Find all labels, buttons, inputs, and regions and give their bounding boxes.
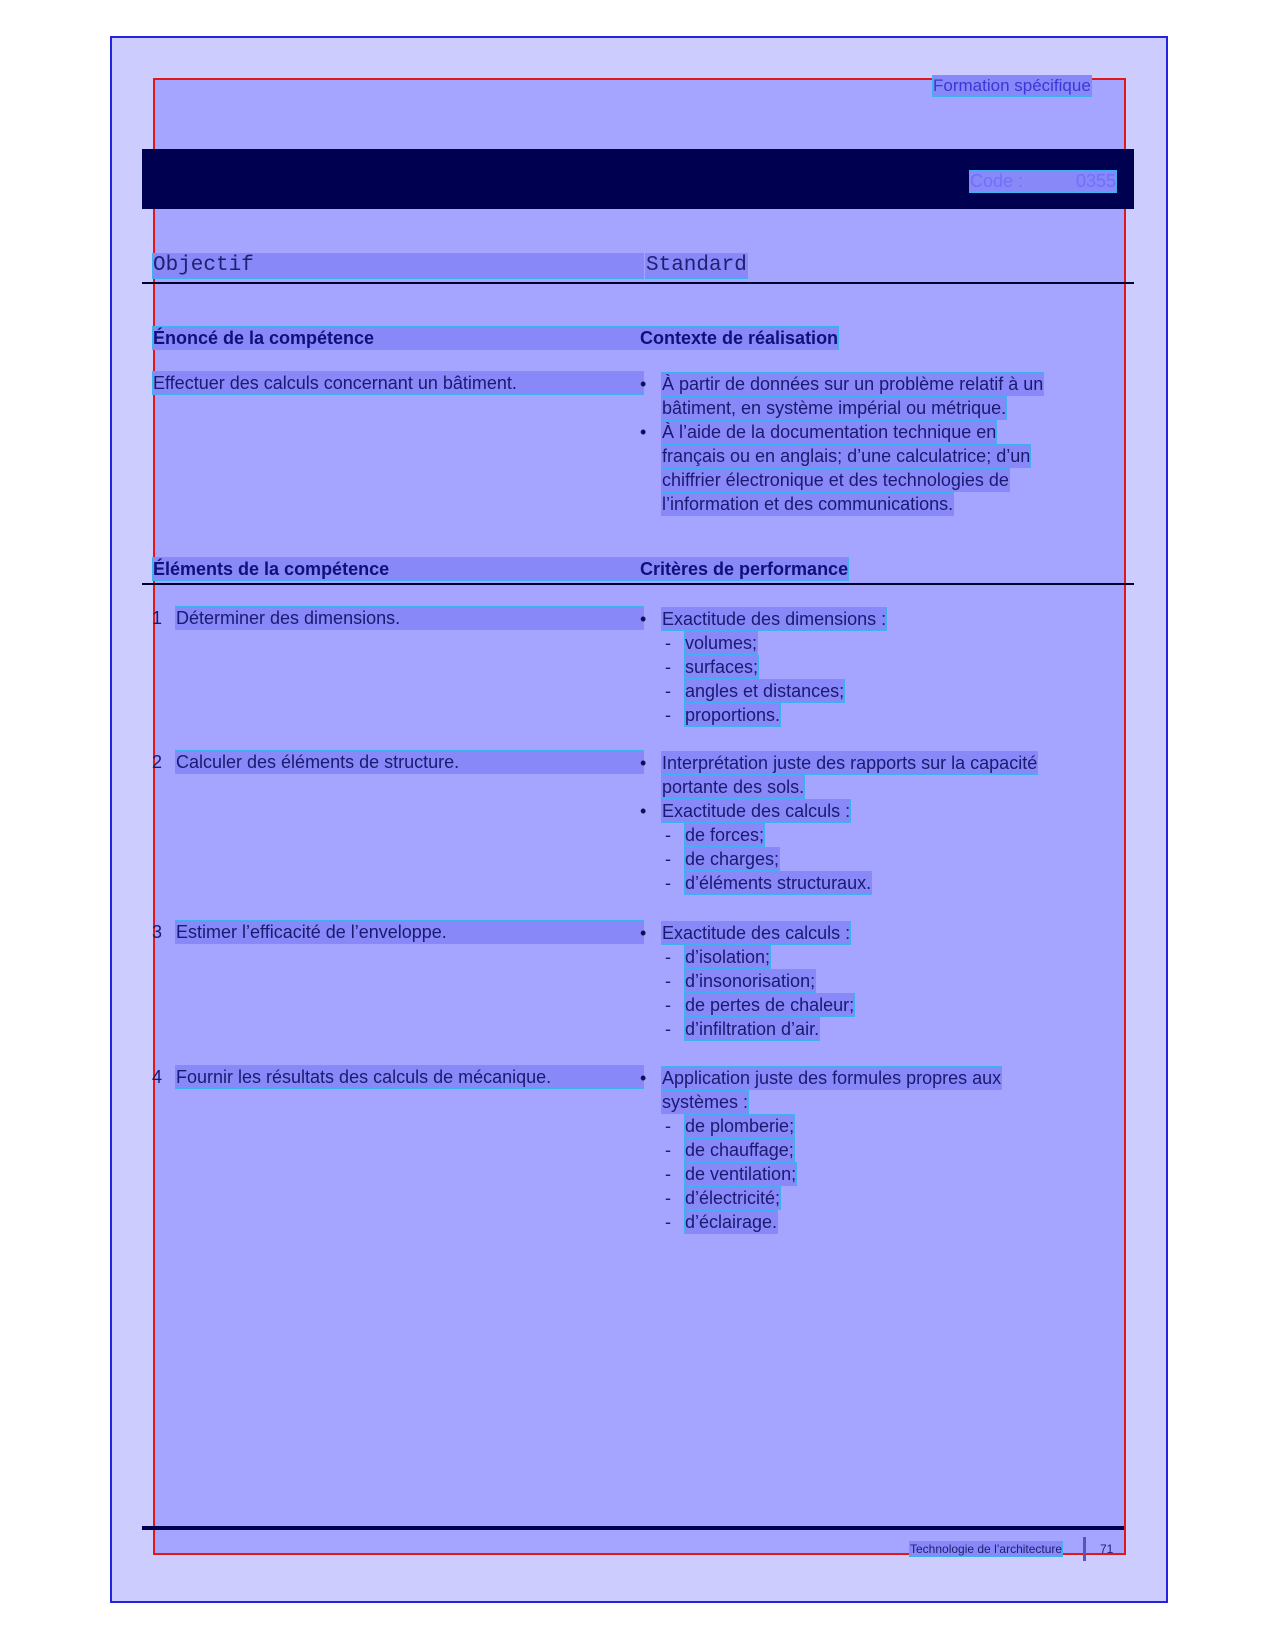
contexte-line: À l’aide de la documentation technique en: [662, 422, 997, 442]
elements-heading: Éléments de la compétence: [153, 558, 643, 580]
sub-criterion: proportions.: [685, 705, 781, 725]
sub-dash: -: [665, 681, 671, 701]
sub-criterion: volumes;: [685, 633, 758, 653]
sub-criterion: de forces;: [685, 825, 765, 845]
sub-dash: -: [665, 995, 671, 1015]
contexte-line: chiffrier électronique et des technologies de: [662, 470, 1009, 490]
sub-dash: -: [665, 947, 671, 967]
bullet-dot: •: [640, 374, 647, 394]
bullet-dot: •: [640, 923, 647, 943]
sub-dash: -: [665, 1019, 671, 1039]
sub-criterion: de ventilation;: [685, 1164, 797, 1184]
objective-title: Objectif: [153, 254, 643, 278]
sub-criterion: de plomberie;: [685, 1116, 795, 1136]
sub-dash: -: [665, 1188, 671, 1208]
sub-criterion: d’électricité;: [685, 1188, 781, 1208]
sub-dash: -: [665, 849, 671, 869]
bullet-dot: •: [640, 753, 647, 773]
bullet-dot: •: [640, 801, 647, 821]
sub-criterion: d’éclairage.: [685, 1212, 778, 1232]
sub-criterion: d’éléments structuraux.: [685, 873, 872, 893]
title-rule: [142, 282, 1134, 284]
bullet-dot: •: [640, 422, 647, 442]
criteres-heading: Critères de performance: [640, 559, 849, 579]
standard-title: Standard: [646, 254, 747, 277]
element-text: Déterminer des dimensions.: [176, 607, 643, 629]
sub-dash: -: [665, 1164, 671, 1184]
contexte-line: bâtiment, en système impérial ou métrique.: [662, 398, 1007, 418]
sub-dash: -: [665, 1140, 671, 1160]
sub-dash: -: [665, 825, 671, 845]
footer-program: Technologie de l’architecture: [910, 1542, 1063, 1556]
code-label-text: Code :: [970, 171, 1024, 191]
criterion-line: Interprétation juste des rapports sur la capacité: [662, 753, 1038, 773]
element-text: Fournir les résultats des calculs de mécanique.: [176, 1066, 643, 1088]
sub-criterion: d’isolation;: [685, 947, 771, 967]
sub-criterion: surfaces;: [685, 657, 759, 677]
sub-criterion: de charges;: [685, 849, 780, 869]
sub-criterion: d’infiltration d’air.: [685, 1019, 820, 1039]
bullet-dot: •: [640, 1068, 647, 1088]
element-number: 3: [152, 922, 163, 942]
criterion-line: Application juste des formules propres aux: [662, 1068, 1002, 1088]
code-value: 0355: [1075, 171, 1116, 191]
criterion-line: Exactitude des calculs :: [662, 923, 851, 943]
element-number: 1: [152, 608, 163, 628]
sub-criterion: angles et distances;: [685, 681, 845, 701]
criterion-line: systèmes :: [662, 1092, 749, 1112]
element-number: 4: [152, 1067, 163, 1087]
criterion-line: portante des sols.: [662, 777, 805, 797]
sub-criterion: de chauffage;: [685, 1140, 794, 1160]
contexte-line: français ou en anglais; d’une calculatrice; d’un: [662, 446, 1031, 466]
criterion-line: Exactitude des calculs :: [662, 801, 851, 821]
contexte-line: À partir de données sur un problème relatif à un: [662, 374, 1044, 394]
sub-dash: -: [665, 633, 671, 653]
element-text: Calculer des éléments de structure.: [176, 751, 643, 773]
formation-label: Formation spécifique: [933, 76, 1091, 95]
footer-rule: [142, 1526, 1124, 1530]
contexte-line: l’information et des communications.: [662, 494, 954, 514]
sub-dash: -: [665, 873, 671, 893]
footer-page-number: 71: [1100, 1542, 1114, 1556]
element-text: Estimer l’efficacité de l’enveloppe.: [176, 921, 643, 943]
elements-rule: [142, 583, 1134, 585]
criterion-line: Exactitude des dimensions :: [662, 609, 887, 629]
bullet-dot: •: [640, 609, 647, 629]
enonce-text: Effectuer des calculs concernant un bâtiment.: [153, 372, 643, 394]
sub-dash: -: [665, 657, 671, 677]
sub-criterion: d’insonorisation;: [685, 971, 816, 991]
sub-dash: -: [665, 1116, 671, 1136]
footer-divider: [1083, 1537, 1086, 1561]
contexte-heading: Contexte de réalisation: [640, 328, 839, 348]
sub-criterion: de pertes de chaleur;: [685, 995, 855, 1015]
sub-dash: -: [665, 971, 671, 991]
sub-dash: -: [665, 705, 671, 725]
element-number: 2: [152, 752, 163, 772]
enonce-heading: Énoncé de la compétence: [153, 327, 643, 349]
sub-dash: -: [665, 1212, 671, 1232]
code-label: [970, 171, 1116, 192]
